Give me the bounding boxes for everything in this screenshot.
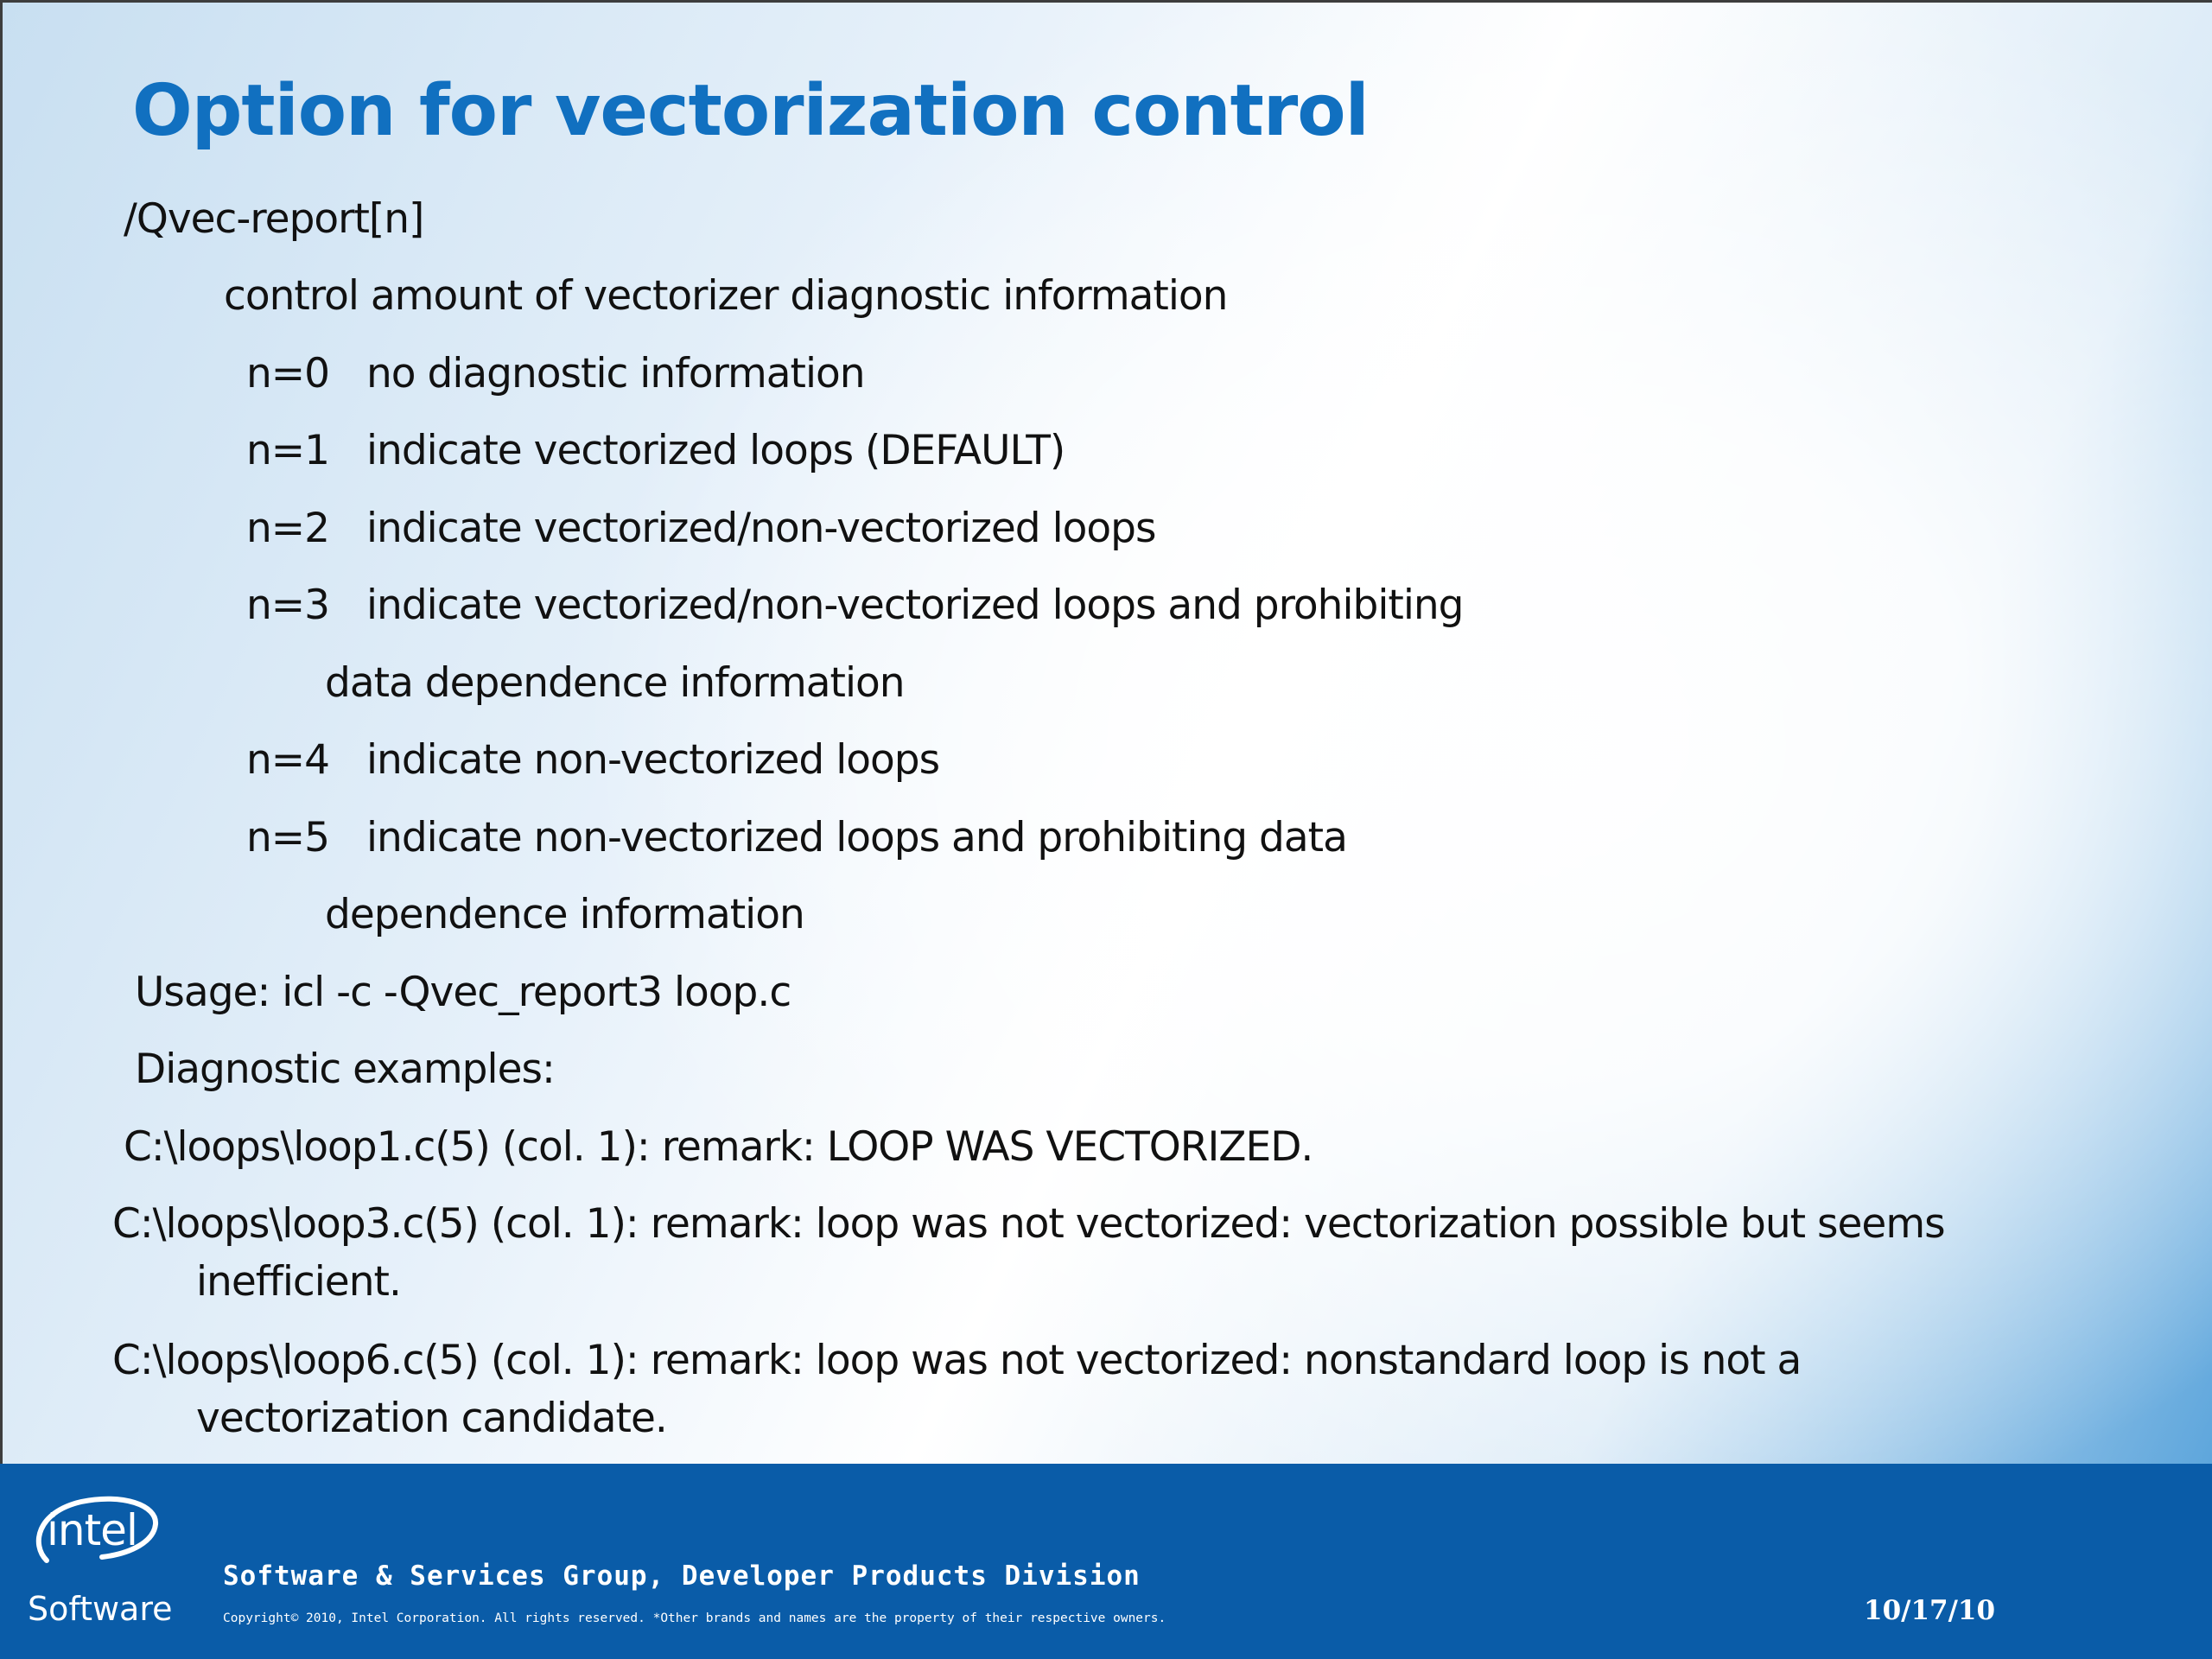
example-1: C:\loops\loop1.c(5) (col. 1): remark: LOOP WAS VECTORIZED. (124, 1123, 1313, 1171)
level-code-2: n=2 (246, 505, 330, 552)
level-text-3-continued: data dependence information (325, 659, 905, 707)
level-text-0: no diagnostic information (366, 350, 865, 397)
level-text-3: indicate vectorized/non-vectorized loops and prohibiting (366, 582, 1464, 629)
example-3: C:\loops\loop6.c(5) (col. 1): remark: loop was not vectorized: nonstandard loop is not a (112, 1337, 1802, 1384)
level-text-2: indicate vectorized/non-vectorized loops (366, 505, 1156, 552)
level-code-4: n=4 (246, 736, 330, 784)
level-code-1: n=1 (246, 427, 330, 474)
level-text-1: indicate vectorized loops (DEFAULT) (366, 427, 1065, 474)
level-code-0: n=0 (246, 350, 330, 397)
level-text-5-continued: dependence information (325, 891, 804, 938)
intel-software-logo (26, 1493, 173, 1649)
level-text-4: indicate non-vectorized loops (366, 736, 940, 784)
logo-subtitle: Software (28, 1590, 173, 1628)
example-2: C:\loops\loop3.c(5) (col. 1): remark: loop was not vectorized: vectorization possible but seems (112, 1200, 1945, 1248)
example-3-continued: vectorization candidate. (196, 1395, 667, 1442)
level-code-5: n=5 (246, 814, 330, 861)
usage-line: Usage: icl -c -Qvec_report3 loop.c (135, 969, 791, 1016)
slide-title: Option for vectorization control (132, 70, 1369, 152)
logo-wordmark: intel (47, 1505, 137, 1555)
copyright-notice: Copyright© 2010, Intel Corporation. All rights reserved. *Other brands and names are the property of their respective owners. (223, 1611, 1166, 1625)
division-name: Software & Services Group, Developer Products Division (223, 1560, 1141, 1592)
example-2-continued: inefficient. (196, 1258, 401, 1306)
level-code-3: n=3 (246, 582, 330, 629)
slide-date: 10/17/10 (1864, 1595, 1996, 1626)
option-description: control amount of vectorizer diagnostic information (224, 272, 1228, 320)
option-name: /Qvec-report[n] (124, 195, 424, 243)
footer-bar (0, 1464, 2212, 1659)
level-text-5: indicate non-vectorized loops and prohibiting data (366, 814, 1347, 861)
examples-heading: Diagnostic examples: (135, 1046, 555, 1093)
